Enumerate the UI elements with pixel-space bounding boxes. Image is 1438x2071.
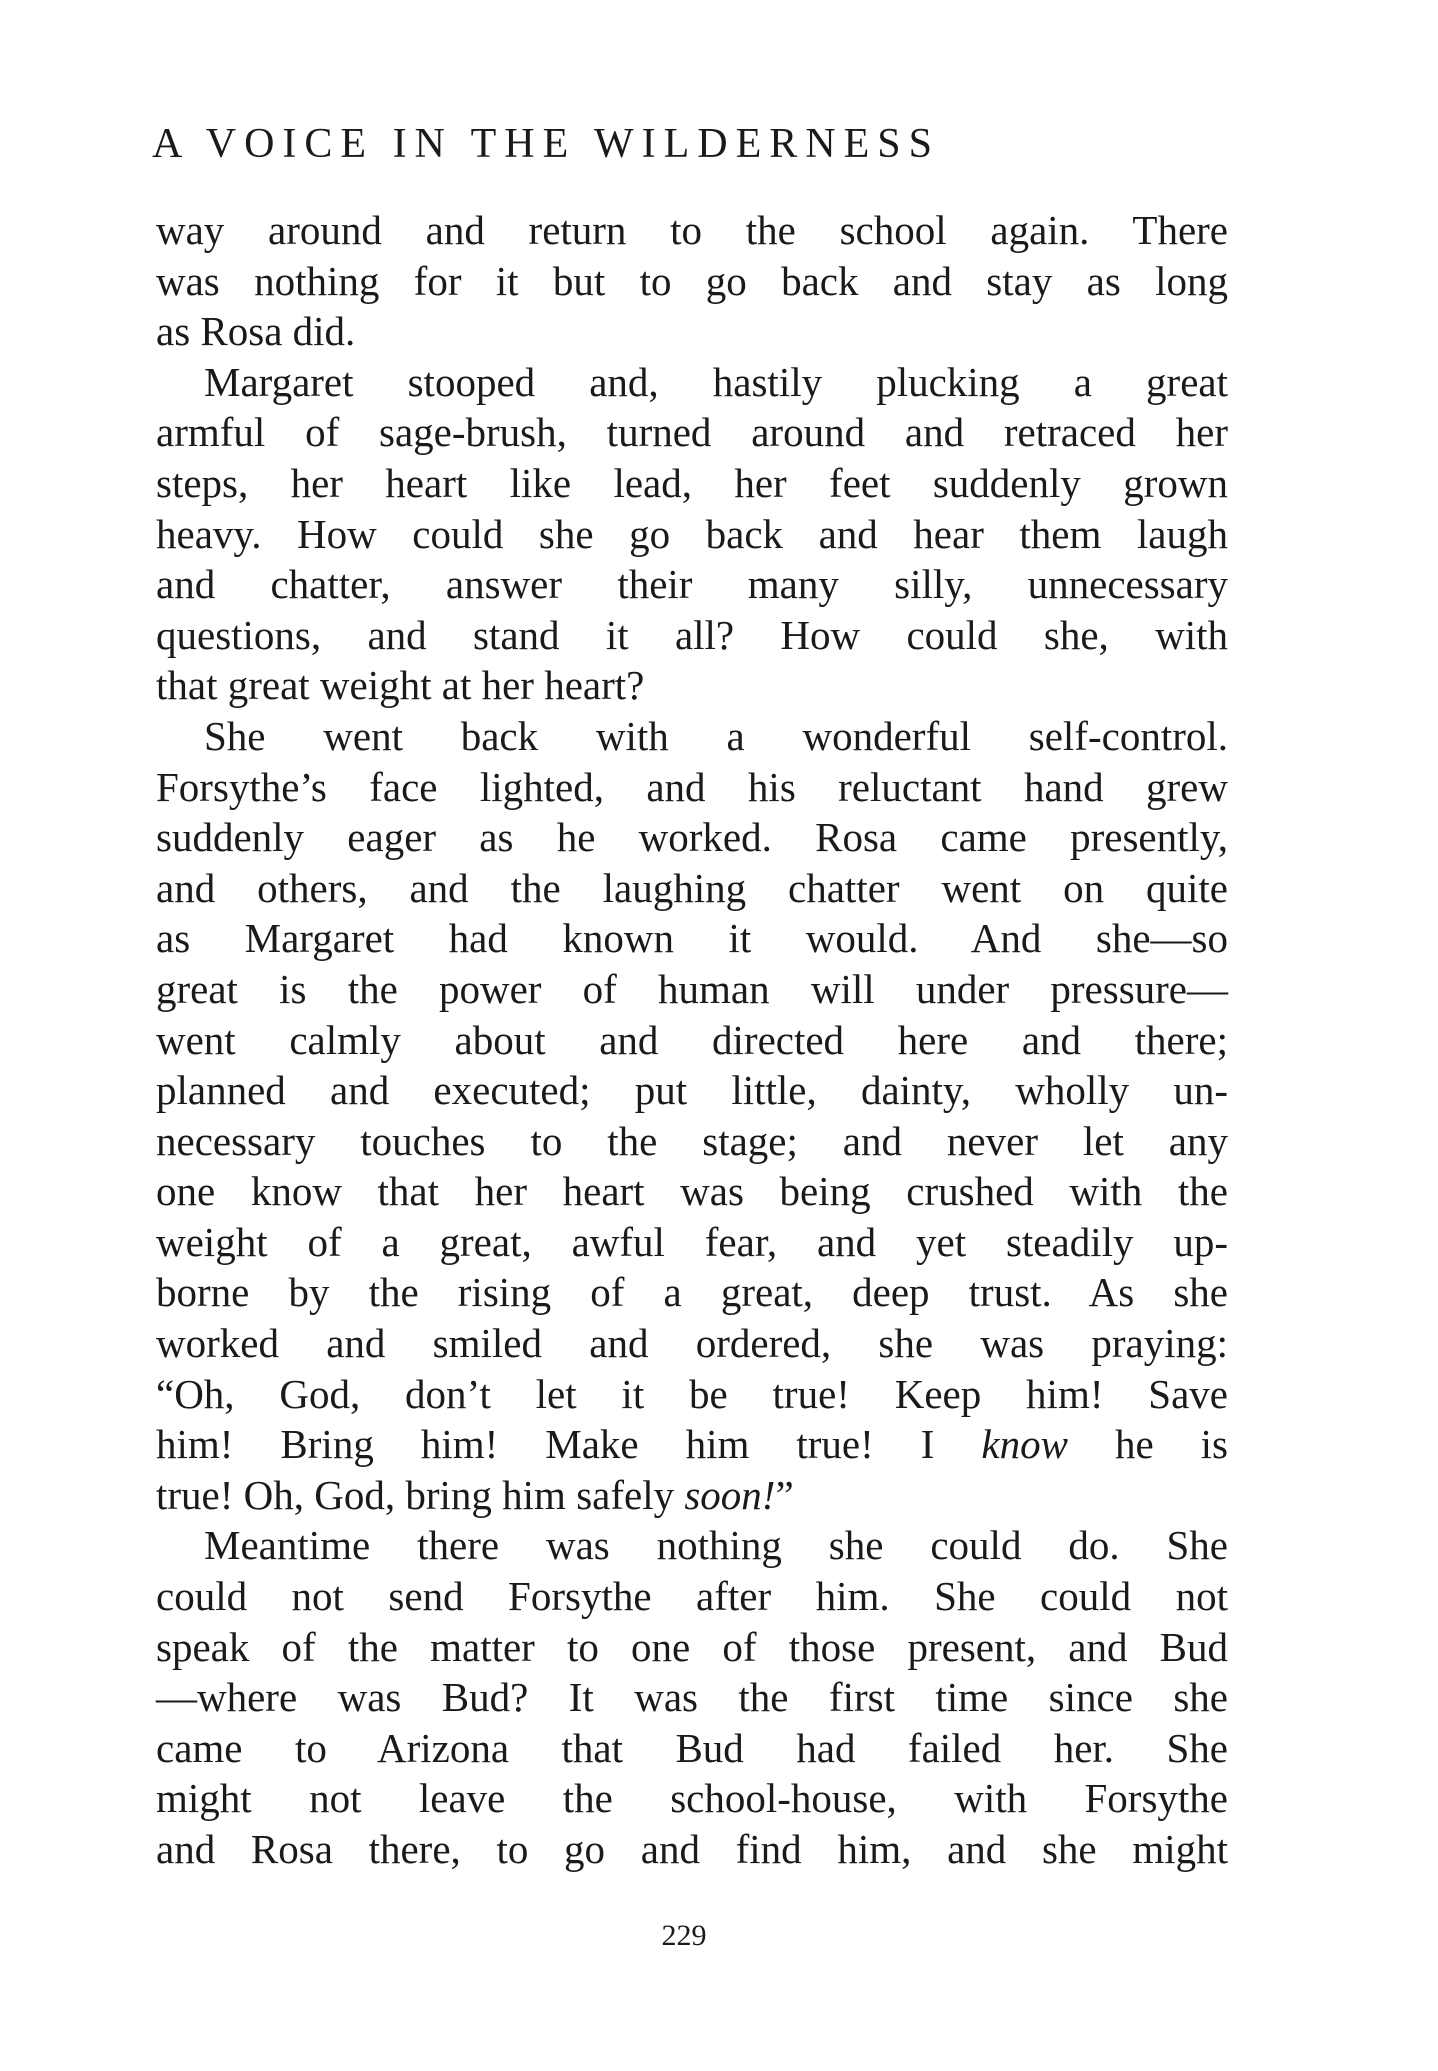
text-line: planned and executed; put little, dainty, wholly un- <box>156 1067 1228 1114</box>
text-line: came to Arizona that Bud had failed her. She <box>156 1724 1228 1771</box>
text-line: “Oh, God, don’t let it be true! Keep him! Save <box>156 1370 1228 1417</box>
page-number: 229 <box>661 1919 707 1952</box>
text-line: as Rosa did. <box>156 308 356 355</box>
text-line: was nothing for it but to go back and stay as long <box>156 257 1228 304</box>
text-line: —where was Bud? It was the first time since she <box>156 1674 1228 1721</box>
paragraph-first-line: Margaret stooped and, hastily plucking a great <box>204 358 1228 405</box>
text-line: as Margaret had known it would. And she—so <box>156 915 1228 962</box>
emphasis-text: soon! <box>684 1471 776 1518</box>
text-line: steps, her heart like lead, her feet suddenly grown <box>156 459 1228 506</box>
text-line: and others, and the laughing chatter went on quite <box>156 864 1228 911</box>
body-text <box>156 205 1228 1875</box>
text-run: him! Bring him! Make him true! I <box>156 1421 982 1468</box>
text-line: suddenly eager as he worked. Rosa came presently, <box>156 814 1228 861</box>
paragraph-first-line: She went back with a wonderful self-control. <box>204 712 1228 759</box>
emphasis-text: know <box>981 1421 1068 1468</box>
text-line: might not leave the school-house, with Forsythe <box>156 1775 1228 1822</box>
text-line <box>156 1419 1228 1470</box>
text-line: way around and return to the school again. There <box>156 207 1228 253</box>
text-run: ” <box>775 1471 794 1518</box>
text-line: weight of a great, awful fear, and yet steadily up- <box>156 1218 1228 1265</box>
text-line: necessary touches to the stage; and never let any <box>156 1117 1228 1164</box>
text-line: Forsythe’s face lighted, and his reluctant hand grew <box>156 763 1228 810</box>
text-line: went calmly about and directed here and there; <box>156 1016 1228 1063</box>
text-line: that great weight at her heart? <box>156 662 645 709</box>
paragraph-first-line: Meantime there was nothing she could do. She <box>204 1522 1228 1569</box>
text-line: heavy. How could she go back and hear them laugh <box>156 510 1228 557</box>
text-line: questions, and stand it all? How could she, with <box>156 611 1228 658</box>
text-run: true! Oh, God, bring him safely <box>156 1471 685 1518</box>
text-line <box>156 1470 1228 1521</box>
text-line: and chatter, answer their many silly, unnecessary <box>156 561 1228 608</box>
text-line: great is the power of human will under pressure— <box>156 965 1228 1012</box>
text-run: he is <box>1067 1421 1229 1468</box>
text-line: and Rosa there, to go and find him, and she might <box>156 1826 1228 1872</box>
text-line: one know that her heart was being crushed with the <box>156 1168 1228 1215</box>
running-head: A VOICE IN THE WILDERNESS <box>152 121 940 167</box>
text-line: could not send Forsythe after him. She could not <box>156 1573 1228 1620</box>
text-line: worked and smiled and ordered, she was praying: <box>156 1320 1228 1367</box>
text-line: speak of the matter to one of those present, and Bud <box>156 1623 1228 1670</box>
text-line: armful of sage-brush, turned around and retraced her <box>156 409 1228 456</box>
text-line: borne by the rising of a great, deep trust. As she <box>156 1269 1228 1316</box>
